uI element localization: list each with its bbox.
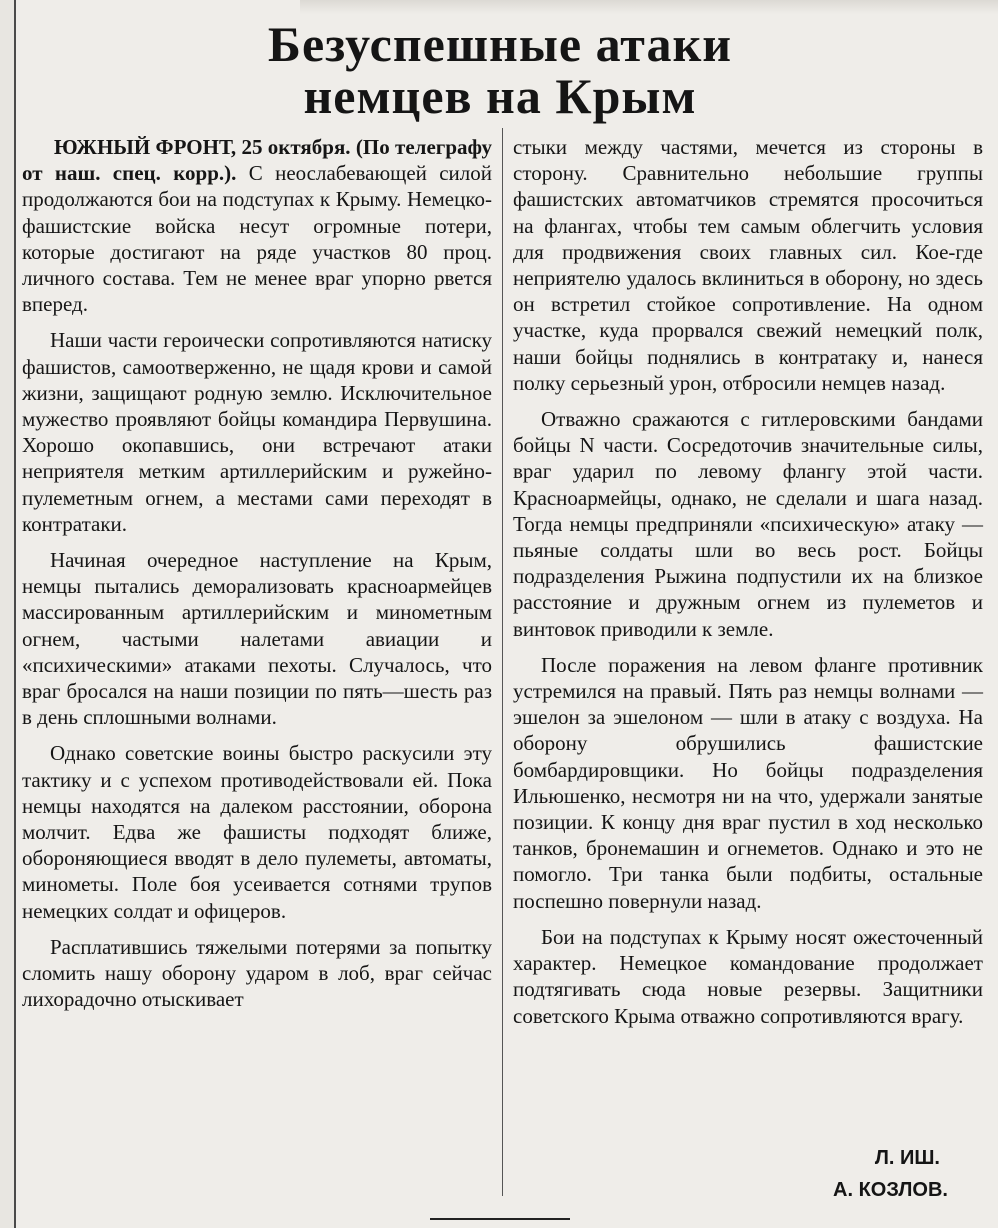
paragraph: Бои на подступах к Крыму носят ожесточенный характер. Немецкое командование продолжает подтягивать сюда новые резервы. Защитники советского Крыма отважно сопротивляются врагу. — [513, 924, 983, 1028]
column-divider — [502, 128, 503, 1196]
paragraph: Наши части героически сопротивляются натиску фашистов, самоотверженно, не щадя крови и самой жизни, защищают родную землю. Исключительное мужество проявляют бойцы командира Первушина. Хорошо окопавшись, они встречают атаки неприятеля метким артиллерийским и ружейно-пулеметным огнем, а местами сами переходят в контратаки. — [22, 328, 492, 536]
bleed-through-text — [300, 0, 998, 14]
bottom-divider — [430, 1218, 570, 1220]
paragraph-text: С неослабевающей силой продолжаются бои на подступах к Крыму. Немецко-фашистские войска несут огромные потери, которые достигают на ряде участков 80 проц. личного состава. Тем не менее враг упорно рвется вперед. — [22, 161, 492, 317]
paragraph: После поражения на левом фланге противник устремился на правый. Пять раз немцы волнами — эшелон за эшелоном — шли в атаку с воздуха. На оборону обрушились фашистские бомбардировщики. Но бойцы подразделения Ильюшенко, несмотря ни на что, удержали занятые позиции. К концу дня враг пустил в ход несколько танков, бронемашин и огнеметов. Однако и это не помогло. Три танка были подбиты, остальные поспешно повернули назад. — [513, 652, 983, 913]
author-byline-2: А. КОЗЛОВ. — [833, 1179, 948, 1201]
source-note: (По телеграфу от наш. спец. корр.). — [22, 135, 493, 186]
article-column-right — [513, 134, 983, 1039]
article-column-left — [22, 134, 492, 1023]
paragraph: Однако советские воины быстро раскусили эту тактику и с успехом противодействовали ей. Пока немцы находятся на далеком расстоянии, оборона молчит. Едва же фашисты подходят ближе, обороняющиеся вводят в дело пулеметы, автоматы, минометы. Поле боя усеивается сотнями трупов немецких солдат и офицеров. — [22, 741, 492, 923]
page-edge — [0, 0, 16, 1228]
author-byline-1: Л. ИШ. — [874, 1147, 940, 1169]
lead-paragraph — [22, 134, 492, 317]
dateline: ЮЖНЫЙ ФРОНТ, 25 октября. — [54, 135, 351, 159]
paragraph: Отважно сражаются с гитлеровскими бандами бойцы N части. Сосредоточив значительные силы, враг ударил по левому флангу этой части. Красноармейцы, однако, не сделали и шага назад. Тогда немцы предприняли «психическую» атаку — пьяные солдаты шли во весь рост. Бойцы подразделения Рыжина подпустили их на близкое расстояние и дружным огнем из пулеметов и винтовок приводили к земле. — [513, 407, 983, 641]
headline-line-2: немцев на Крым — [303, 68, 697, 124]
paragraph: стыки между частями, мечется из стороны в сторону. Сравнительно небольшие группы фашистских автоматчиков стремятся просочиться на флангах, чтобы тем самым облегчить условия для продвижения своих главных сил. Кое-где неприятелю удалось вклиниться в оборону, но здесь он встретил стойкое сопротивление. На одном участке, куда прорвался свежий немецкий полк, наши бойцы поднялись в контратаку и, нанеся полку серьезный урон, отбросили немцев назад. — [513, 135, 983, 395]
paragraph: Начиная очередное наступление на Крым, немцы пытались деморализовать красноармейцев массированным артиллерийским и минометным огнем, частыми налетами авиации и «психическими» атаками пехоты. Случалось, что враг бросался на наши позиции по пять—шесть раз в день сплошными волнами. — [22, 548, 492, 730]
article-headline — [150, 18, 850, 122]
headline-line-1: Безуспешные атаки — [267, 16, 733, 72]
paragraph: Расплатившись тяжелыми потерями за попытку сломить нашу оборону ударом в лоб, враг сейчас лихорадочно отыскивает — [22, 934, 492, 1012]
